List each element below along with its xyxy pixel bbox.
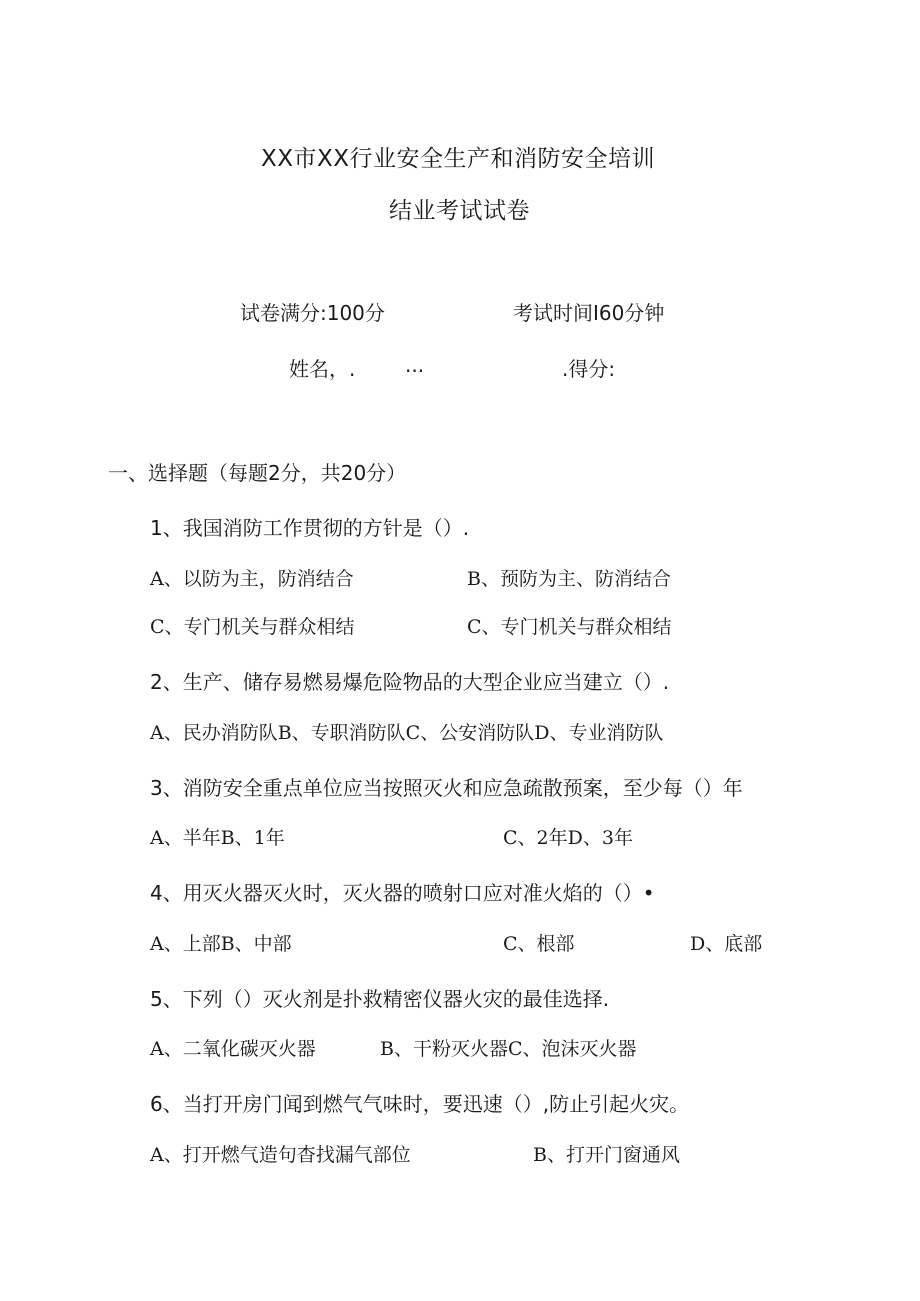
q4-option-c: C、根部 [503,933,575,955]
full-score: 试卷满分:100分 [240,301,385,325]
q3-option-cd: C、2年D、3年 [503,827,633,849]
exam-time: 考试时间I60分钟 [513,301,665,325]
question-5: 5、下列（）灭火剂是扑救精密仪器火灾的最佳选择. [150,987,610,1011]
q5-option-bc: B、干粉灭火器C、泡沫灭火器 [380,1038,637,1060]
q2-options: A、民办消防队B、专职消防队C、公安消防队D、专业消防队 [150,722,664,744]
question-4: 4、用灭火器灭火时，灭火器的喷射口应对准火焰的（）• [150,881,655,905]
q1-option-c: C、专门机关与群众相结 [150,616,355,638]
q5-option-a: A、二氧化碳灭火器 [150,1038,316,1060]
question-3: 3、消防安全重点单位应当按照灭火和应急疏散预案，至少每（）年 [150,776,743,800]
q1-option-b: B、预防为主、防消结合 [467,568,671,590]
q1-option-c-duplicate: C、专门机关与群众相结 [467,616,672,638]
q4-option-d: D、底部 [690,933,763,955]
exam-title-line2: 结业考试试卷 [389,198,530,224]
q3-option-ab: A、半年B、1年 [150,827,285,849]
section-heading: 一、选择题（每题2分，共20分） [108,461,407,485]
question-2: 2、生产、储存易燃易爆危险物品的大型企业应当建立（）. [150,670,670,694]
question-1: 1、我国消防工作贯彻的方针是（）. [150,516,470,540]
q1-option-a: A、以防为主，防消结合 [150,568,354,590]
question-6: 6、当打开房门闻到燃气气味时，要迅速（）,防止引起火灾。 [150,1092,690,1116]
score-label: .得分: [562,357,616,381]
q4-option-ab: A、上部B、中部 [150,933,292,955]
name-blank: ... [405,353,425,377]
exam-title-line1: XX市XX行业安全生产和消防安全培训 [261,146,656,172]
q6-option-a: A、打开燃气造句杳找漏气部位 [150,1144,411,1166]
q6-option-b: B、打开门窗通风 [533,1144,680,1166]
name-label: 姓名，. [289,357,356,381]
